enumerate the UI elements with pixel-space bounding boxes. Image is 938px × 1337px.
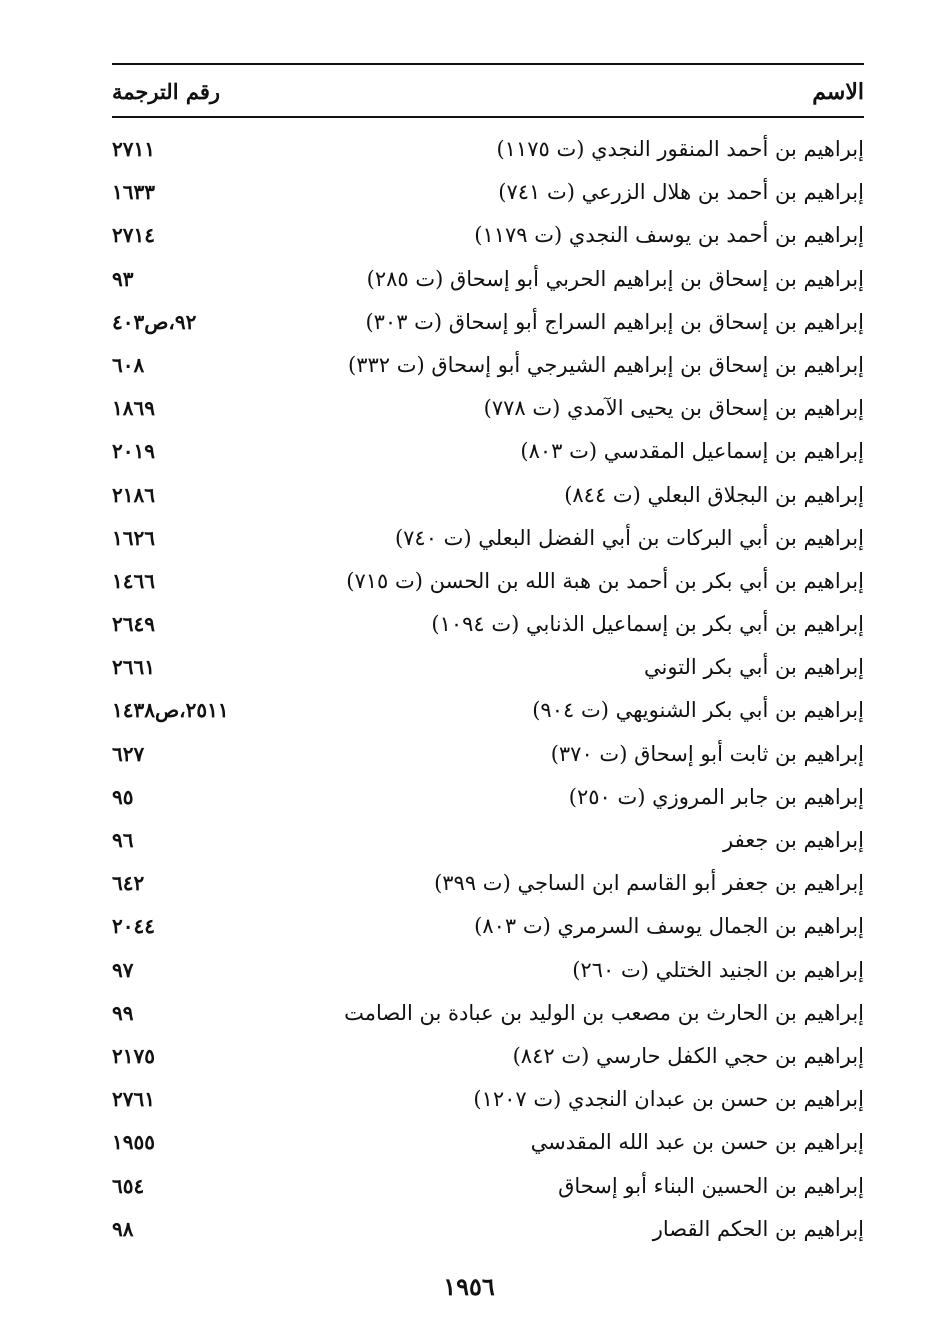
list-item <box>112 263 864 306</box>
entry-name: إبراهيم بن أبي بكر التوني <box>644 655 864 680</box>
list-item <box>112 306 864 349</box>
entry-name: إبراهيم بن الجمال يوسف السرمري (ت ٨٠٣) <box>474 914 864 939</box>
list-item <box>112 781 864 824</box>
entry-number: ٦٥٤ <box>112 1173 145 1198</box>
entry-number: ١٤٦٦ <box>112 568 155 593</box>
list-item <box>112 1083 864 1126</box>
entry-number: ٩٥ <box>112 784 134 809</box>
entry-name: إبراهيم بن أبي البركات بن أبي الفضل البعلي (ت ٧٤٠) <box>394 525 864 550</box>
entry-number: ٦٠٨ <box>112 352 145 377</box>
list-item <box>112 608 864 651</box>
list-item <box>112 694 864 737</box>
list-item <box>112 219 864 262</box>
entry-name: إبراهيم بن جعفر <box>723 828 864 852</box>
entry-number: ٢٠١٩ <box>112 439 155 464</box>
entry-name: إبراهيم بن إسحاق بن إبراهيم السراج أبو إسحاق (ت ٣٠٣) <box>365 309 864 334</box>
entry-number: ٩٣ <box>112 266 134 291</box>
entry-name: إبراهيم بن جعفر أبو القاسم ابن الساجي (ت ٣٩٩) <box>434 871 864 896</box>
entry-number: ٦٤٢ <box>112 871 145 896</box>
entry-number: ١٨٦٩ <box>112 396 155 421</box>
entry-name: إبراهيم بن الحارث بن مصعب بن الوليد بن عبادة بن الصامت <box>344 1000 864 1025</box>
header-rule <box>112 116 864 118</box>
list-item <box>112 479 864 522</box>
list-item <box>112 435 864 478</box>
list-item <box>112 867 864 910</box>
entry-name: إبراهيم بن إسماعيل المقدسي (ت ٨٠٣) <box>520 439 864 464</box>
list-item <box>112 1126 864 1169</box>
table-header <box>112 79 864 111</box>
entry-number: ٦٢٧ <box>112 741 145 766</box>
entry-number: ٢٧١١ <box>112 137 155 161</box>
entry-number: ١٩٥٥ <box>112 1130 155 1155</box>
number-column-header: رقم الترجمة <box>112 79 221 104</box>
entry-name: إبراهيم بن حجي الكفل حارسي (ت ٨٤٢) <box>512 1043 864 1068</box>
entry-name: إبراهيم بن أحمد بن يوسف النجدي (ت ١١٧٩) <box>474 223 864 248</box>
list-item <box>112 176 864 219</box>
list-item <box>112 133 864 176</box>
list-item <box>112 738 864 781</box>
entry-number: ٩٦ <box>112 828 134 852</box>
entry-number: ٩٨ <box>112 1216 134 1241</box>
list-item <box>112 565 864 608</box>
entry-name: إبراهيم بن أحمد المنقور النجدي (ت ١١٧٥) <box>496 137 864 161</box>
page-number: ١٩٥٦ <box>443 1272 495 1301</box>
entry-number: ٢٦٤٩ <box>112 612 155 637</box>
entry-number: ٢١٧٥ <box>112 1043 155 1068</box>
entry-name: إبراهيم بن البجلاق البعلي (ت ٨٤٤) <box>564 482 864 507</box>
entry-number: ٢٧٦١ <box>112 1087 155 1112</box>
list-item <box>112 1040 864 1083</box>
entry-number: ٩٢،ص٤٠٣ <box>112 309 197 334</box>
list-item <box>112 997 864 1040</box>
entry-name: إبراهيم بن الحكم القصار <box>652 1216 864 1241</box>
entry-name: إبراهيم بن أبي بكر الشنويهي (ت ٩٠٤) <box>532 698 864 723</box>
entry-name: إبراهيم بن أحمد بن هلال الزرعي (ت ٧٤١) <box>498 180 864 205</box>
entry-name: إبراهيم بن حسن بن عبد الله المقدسي <box>530 1130 864 1155</box>
top-rule <box>112 63 864 65</box>
list-item <box>112 522 864 565</box>
entry-number: ١٦٣٣ <box>112 180 155 205</box>
entry-name: إبراهيم بن أبي بكر بن إسماعيل الذنابي (ت ١٠٩٤) <box>431 612 864 637</box>
entry-name: إبراهيم بن إسحاق بن إبراهيم الشيرجي أبو إسحاق (ت ٣٣٢) <box>348 352 864 377</box>
entry-number: ٢٥١١،ص١٤٣٨ <box>112 698 229 723</box>
entry-name: إبراهيم بن جابر المروزي (ت ٢٥٠) <box>568 784 864 809</box>
entry-name: إبراهيم بن حسن بن عبدان النجدي (ت ١٢٠٧) <box>473 1087 864 1112</box>
list-item <box>112 954 864 997</box>
list-item <box>112 1213 864 1256</box>
entry-number: ٩٩ <box>112 1000 134 1025</box>
entry-number: ٢٠٤٤ <box>112 914 155 939</box>
list-item <box>112 910 864 953</box>
name-column-header: الاسم <box>812 79 864 105</box>
entry-name: إبراهيم بن الحسين البناء أبو إسحاق <box>558 1173 864 1198</box>
entry-number: ١٦٢٦ <box>112 525 155 550</box>
entry-number: ٢٧١٤ <box>112 223 155 248</box>
entries-list <box>112 133 864 1256</box>
entry-number: ٩٧ <box>112 957 134 982</box>
entry-number: ٢١٨٦ <box>112 482 155 507</box>
entry-name: إبراهيم بن إسحاق بن إبراهيم الحربي أبو إسحاق (ت ٢٨٥) <box>366 266 864 291</box>
list-item <box>112 392 864 435</box>
entry-number: ٢٦٦١ <box>112 655 155 680</box>
list-item <box>112 349 864 392</box>
list-item <box>112 651 864 694</box>
entry-name: إبراهيم بن إسحاق بن يحيى الآمدي (ت ٧٧٨) <box>483 396 864 421</box>
entry-name: إبراهيم بن ثابت أبو إسحاق (ت ٣٧٠) <box>550 741 864 766</box>
list-item <box>112 1170 864 1213</box>
entry-name: إبراهيم بن أبي بكر بن أحمد بن هبة الله بن الحسن (ت ٧١٥) <box>346 568 864 593</box>
list-item <box>112 824 864 867</box>
entry-name: إبراهيم بن الجنيد الختلي (ت ٢٦٠) <box>572 957 864 982</box>
